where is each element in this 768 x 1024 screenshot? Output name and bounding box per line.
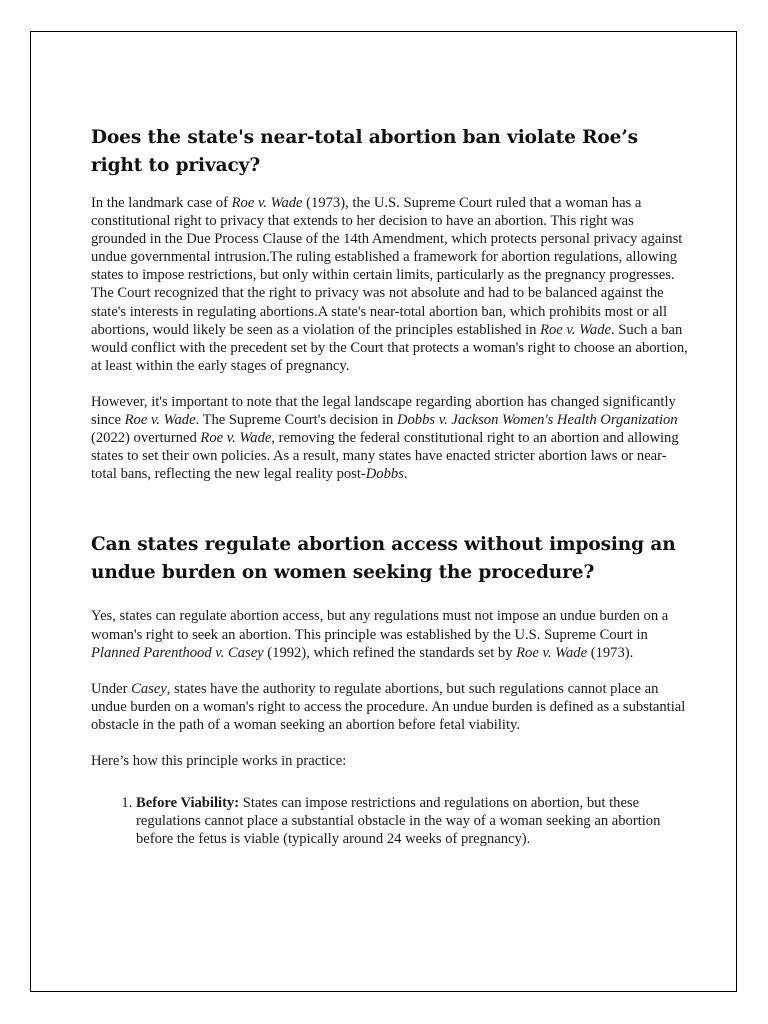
case-name-roe: Roe v. Wade [231, 195, 303, 211]
principles-list [91, 794, 691, 848]
text-run: (1973), the U.S. Supreme Court ruled that a woman has a constitutional right to privacy that extends to her decision to have an abortion. This right was grounded in the Due Process Clause of the 14th Amendment, which protects personal privacy against undue governmental intrusion.The ruling established a framework for abortion regulations, allowing states to impose restrictions, but only within certain limits, particularly as the pregnancy progresses. The Court recognized that the right to privacy was not absolute and had to be balanced against the state's interests in regulating abortions.A state's near-total abortion ban, which prohibits most or all abortions, would likely be seen as a violation of the principles established in [91, 195, 683, 338]
text-run: (1973). [587, 644, 634, 661]
document-page [30, 31, 737, 992]
case-name-casey: Planned Parenthood v. Casey [91, 644, 264, 661]
document-content [91, 124, 691, 848]
paragraph-in-practice: Here’s how this principle works in practice: [91, 752, 347, 769]
paragraph-undue-burden-definition [91, 680, 691, 734]
text-run: . The Supreme Court's decision in [195, 412, 397, 429]
list-item-text: States can impose restrictions and regulations on abortion, but these regulations cannot place a substantial obstacle in the way of a woman seeking an abortion before the fetus is viable (typically around 24 weeks of pregnancy). [136, 795, 661, 848]
text-run: . [403, 466, 408, 483]
text-run: In the landmark case of [91, 195, 232, 211]
section-heading-privacy: Does the state's near-total abortion ban violate Roe’s right to privacy? [91, 127, 638, 176]
case-name-casey: Casey [131, 680, 167, 697]
text-run: (1992), which refined the standards set by [263, 644, 517, 661]
text-run: . Such a ban would conflict with the precedent set by the Court that protects a woman's right to choose an abortion, at least within the early stages of pregnancy. [91, 321, 688, 374]
text-run: However, it's important to note that the legal landscape regarding abortion has changed significantly since [91, 393, 676, 429]
text-run: Under [91, 680, 132, 697]
text-run: , states have the authority to regulate abortions, but such regulations cannot place an undue burden on a woman's right to access the procedure. An undue burden is defined as a substantial obstacle in the path of a woman seeking an abortion before fetal viability. [91, 680, 686, 733]
case-name-roe: Roe v. Wade [200, 430, 272, 447]
paragraph-dobbs [91, 393, 691, 483]
paragraph-casey [91, 607, 691, 661]
text-run: (2022) overturned [91, 430, 201, 447]
case-name-roe: Roe v. Wade [540, 321, 611, 338]
text-run: Yes, states can regulate abortion access, but any regulations must not impose an undue burden on a woman's right to seek an abortion. This principle was established by the U.S. Supreme Court in [91, 608, 669, 643]
list-item-term: Before Viability: [136, 795, 240, 812]
case-name-roe: Roe v. Wade [516, 644, 588, 661]
section-heading-undue-burden: Can states regulate abortion access without imposing an undue burden on women seeking the procedure? [91, 534, 676, 584]
case-name-dobbs: Dobbs v. Jackson Women's Health Organization [396, 412, 678, 429]
case-name-roe: Roe v. Wade [124, 412, 196, 429]
text-run: , removing the federal constitutional right to an abortion and allowing states to set their own policies. As a result, many states have enacted stricter abortion laws or near-total bans, reflecting the new legal reality post- [91, 430, 679, 483]
case-name-dobbs: Dobbs [365, 466, 404, 483]
paragraph-roe-privacy [91, 194, 691, 375]
list-item [136, 794, 691, 848]
